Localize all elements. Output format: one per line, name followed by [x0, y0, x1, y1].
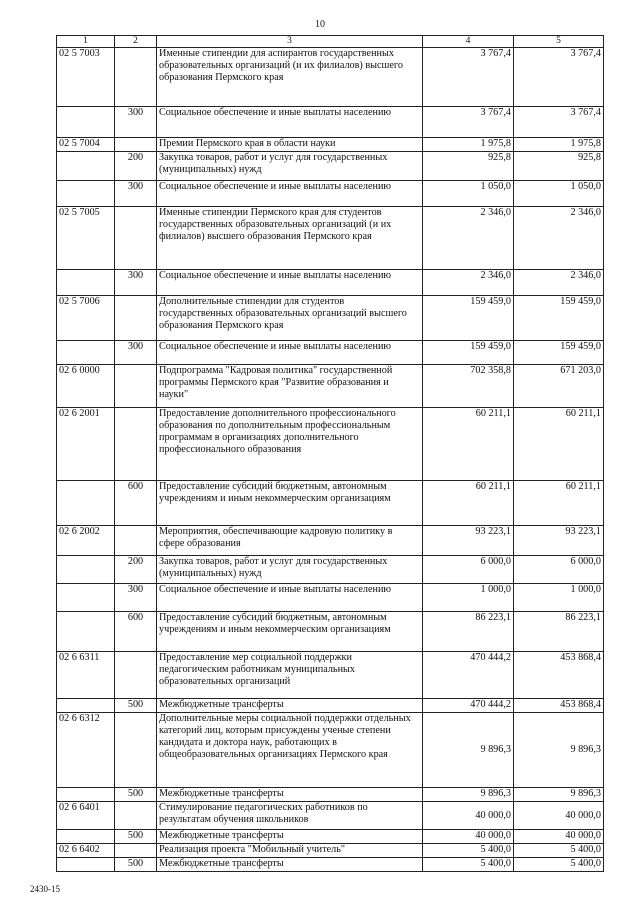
- table-row: [57, 858, 604, 872]
- table-row: [57, 844, 604, 858]
- row-expense-type: [115, 365, 157, 408]
- row-value-1: 5 400,0: [423, 858, 514, 872]
- row-expense-type: 300: [115, 107, 157, 138]
- row-code: [57, 270, 115, 296]
- table-row: [57, 788, 604, 802]
- table-row: [57, 699, 604, 713]
- row-expense-type: [115, 207, 157, 270]
- row-code: 02 5 7004: [57, 138, 115, 152]
- row-code: 02 6 6402: [57, 844, 115, 858]
- row-expense-type: 500: [115, 699, 157, 713]
- table-row: [57, 107, 604, 138]
- row-value-1: 9 896,3: [423, 713, 514, 788]
- row-code: [57, 341, 115, 365]
- row-expense-type: 300: [115, 341, 157, 365]
- budget-table: [56, 35, 604, 872]
- row-value-2: 40 000,0: [514, 802, 604, 830]
- row-value-2: 1 000,0: [514, 584, 604, 612]
- table-row: [57, 152, 604, 181]
- row-code: 02 6 2002: [57, 526, 115, 556]
- row-name: Социальное обеспечение и иные выплаты населению: [157, 584, 423, 612]
- row-expense-type: [115, 48, 157, 107]
- row-value-2: 5 400,0: [514, 858, 604, 872]
- row-expense-type: [115, 526, 157, 556]
- table-row: [57, 207, 604, 270]
- row-name: Предоставление дополнительного профессионального образования по дополнительным профессиональным программам в организациях дополнительного профессионального образования: [157, 408, 423, 481]
- row-value-1: 3 767,4: [423, 48, 514, 107]
- row-code: 02 6 0000: [57, 365, 115, 408]
- row-name: Закупка товаров, работ и услуг для государственных (муниципальных) нужд: [157, 556, 423, 584]
- row-value-1: 159 459,0: [423, 296, 514, 341]
- table-header-row: [57, 36, 604, 48]
- row-value-1: 1 975,8: [423, 138, 514, 152]
- row-value-1: 470 444,2: [423, 699, 514, 713]
- row-value-1: 86 223,1: [423, 612, 514, 652]
- row-value-2: 9 896,3: [514, 713, 604, 788]
- row-value-2: 5 400,0: [514, 844, 604, 858]
- row-name: Межбюджетные трансферты: [157, 830, 423, 844]
- row-value-1: 2 346,0: [423, 207, 514, 270]
- row-expense-type: [115, 713, 157, 788]
- table-row: [57, 341, 604, 365]
- row-value-2: 159 459,0: [514, 296, 604, 341]
- row-expense-type: [115, 652, 157, 699]
- row-code: [57, 152, 115, 181]
- row-expense-type: 500: [115, 830, 157, 844]
- row-name: Именные стипендии Пермского края для студентов государственных образовательных организаций (и их филиалов) высшего образования Пермского края: [157, 207, 423, 270]
- row-expense-type: 600: [115, 481, 157, 526]
- row-name: Предоставление субсидий бюджетным, автономным учреждениям и иным некоммерческим организациям: [157, 612, 423, 652]
- row-expense-type: 600: [115, 612, 157, 652]
- row-name: Реализация проекта "Мобильный учитель": [157, 844, 423, 858]
- table-row: [57, 802, 604, 830]
- row-value-1: 6 000,0: [423, 556, 514, 584]
- row-name: Подпрограмма "Кадровая политика" государственной программы Пермского края "Развитие образования и науки": [157, 365, 423, 408]
- row-name: Предоставление субсидий бюджетным, автономным учреждениям и иным некоммерческим организациям: [157, 481, 423, 526]
- row-value-1: 3 767,4: [423, 107, 514, 138]
- table-row: [57, 365, 604, 408]
- row-code: 02 6 6312: [57, 713, 115, 788]
- row-name: Стимулирование педагогических работников по результатам обучения школьников: [157, 802, 423, 830]
- table-row: [57, 584, 604, 612]
- row-value-2: 2 346,0: [514, 207, 604, 270]
- row-code: [57, 481, 115, 526]
- row-expense-type: 300: [115, 181, 157, 207]
- row-value-1: 925,8: [423, 152, 514, 181]
- row-code: 02 6 6401: [57, 802, 115, 830]
- row-expense-type: 500: [115, 788, 157, 802]
- row-expense-type: [115, 844, 157, 858]
- page-number: 10: [315, 19, 325, 30]
- row-code: 02 5 7005: [57, 207, 115, 270]
- row-value-2: 2 346,0: [514, 270, 604, 296]
- column-header: 3: [157, 36, 423, 48]
- table-row: [57, 713, 604, 788]
- row-code: 02 5 7003: [57, 48, 115, 107]
- row-code: [57, 830, 115, 844]
- row-expense-type: [115, 408, 157, 481]
- row-value-1: 159 459,0: [423, 341, 514, 365]
- row-name: Именные стипендии для аспирантов государственных образовательных организаций (и их филиалов) высшего образования Пермского края: [157, 48, 423, 107]
- row-expense-type: 200: [115, 152, 157, 181]
- document-code: 2430-15: [30, 884, 60, 894]
- column-header: 5: [514, 36, 604, 48]
- row-value-1: 60 211,1: [423, 408, 514, 481]
- row-value-1: 2 346,0: [423, 270, 514, 296]
- column-header: 4: [423, 36, 514, 48]
- row-value-1: 470 444,2: [423, 652, 514, 699]
- row-value-2: 671 203,0: [514, 365, 604, 408]
- row-value-1: 60 211,1: [423, 481, 514, 526]
- table-row: [57, 296, 604, 341]
- row-value-1: 1 050,0: [423, 181, 514, 207]
- table-row: [57, 138, 604, 152]
- row-name: Межбюджетные трансферты: [157, 699, 423, 713]
- row-value-1: 5 400,0: [423, 844, 514, 858]
- row-value-2: 3 767,4: [514, 107, 604, 138]
- table-row: [57, 48, 604, 107]
- row-name: Межбюджетные трансферты: [157, 858, 423, 872]
- row-name: Предоставление мер социальной поддержки педагогическим работникам муниципальных образовательных организаций: [157, 652, 423, 699]
- row-value-1: 1 000,0: [423, 584, 514, 612]
- row-value-2: 60 211,1: [514, 481, 604, 526]
- row-code: [57, 699, 115, 713]
- row-name: Социальное обеспечение и иные выплаты населению: [157, 341, 423, 365]
- row-value-2: 40 000,0: [514, 830, 604, 844]
- row-code: [57, 612, 115, 652]
- row-code: [57, 584, 115, 612]
- row-value-2: 925,8: [514, 152, 604, 181]
- row-name: Социальное обеспечение и иные выплаты населению: [157, 270, 423, 296]
- row-value-2: 1 975,8: [514, 138, 604, 152]
- table-row: [57, 556, 604, 584]
- row-value-1: 702 358,8: [423, 365, 514, 408]
- table-row: [57, 830, 604, 844]
- row-value-1: 40 000,0: [423, 830, 514, 844]
- row-code: [57, 107, 115, 138]
- row-name: Закупка товаров, работ и услуг для государственных (муниципальных) нужд: [157, 152, 423, 181]
- table-row: [57, 408, 604, 481]
- row-value-1: 93 223,1: [423, 526, 514, 556]
- table-row: [57, 612, 604, 652]
- row-name: Премии Пермского края в области науки: [157, 138, 423, 152]
- row-code: 02 5 7006: [57, 296, 115, 341]
- table-row: [57, 526, 604, 556]
- row-value-2: 453 868,4: [514, 652, 604, 699]
- row-name: Дополнительные меры социальной поддержки отдельных категорий лиц, которым присуждены ученые степени кандидата и доктора наук, работающих в общеобразовательных организациях Пермского края: [157, 713, 423, 788]
- row-name: Социальное обеспечение и иные выплаты населению: [157, 107, 423, 138]
- row-expense-type: [115, 138, 157, 152]
- row-value-2: 86 223,1: [514, 612, 604, 652]
- row-name: Дополнительные стипендии для студентов государственных образовательных организаций высшего образования Пермского края: [157, 296, 423, 341]
- row-value-2: 9 896,3: [514, 788, 604, 802]
- table-row: [57, 270, 604, 296]
- row-value-2: 60 211,1: [514, 408, 604, 481]
- row-expense-type: [115, 802, 157, 830]
- row-code: 02 6 2001: [57, 408, 115, 481]
- row-name: Межбюджетные трансферты: [157, 788, 423, 802]
- column-header: 2: [115, 36, 157, 48]
- row-code: [57, 181, 115, 207]
- row-value-2: 6 000,0: [514, 556, 604, 584]
- row-value-1: 40 000,0: [423, 802, 514, 830]
- row-code: 02 6 6311: [57, 652, 115, 699]
- table-row: [57, 481, 604, 526]
- row-value-2: 3 767,4: [514, 48, 604, 107]
- row-expense-type: 500: [115, 858, 157, 872]
- row-expense-type: 300: [115, 584, 157, 612]
- row-code: [57, 858, 115, 872]
- table-row: [57, 181, 604, 207]
- row-expense-type: 300: [115, 270, 157, 296]
- row-name: Социальное обеспечение и иные выплаты населению: [157, 181, 423, 207]
- row-code: [57, 556, 115, 584]
- row-value-2: 159 459,0: [514, 341, 604, 365]
- row-value-1: 9 896,3: [423, 788, 514, 802]
- row-value-2: 93 223,1: [514, 526, 604, 556]
- row-value-2: 453 868,4: [514, 699, 604, 713]
- column-header: 1: [57, 36, 115, 48]
- row-name: Мероприятия, обеспечивающие кадровую политику в сфере образования: [157, 526, 423, 556]
- row-expense-type: 200: [115, 556, 157, 584]
- table-row: [57, 652, 604, 699]
- row-code: [57, 788, 115, 802]
- row-value-2: 1 050,0: [514, 181, 604, 207]
- row-expense-type: [115, 296, 157, 341]
